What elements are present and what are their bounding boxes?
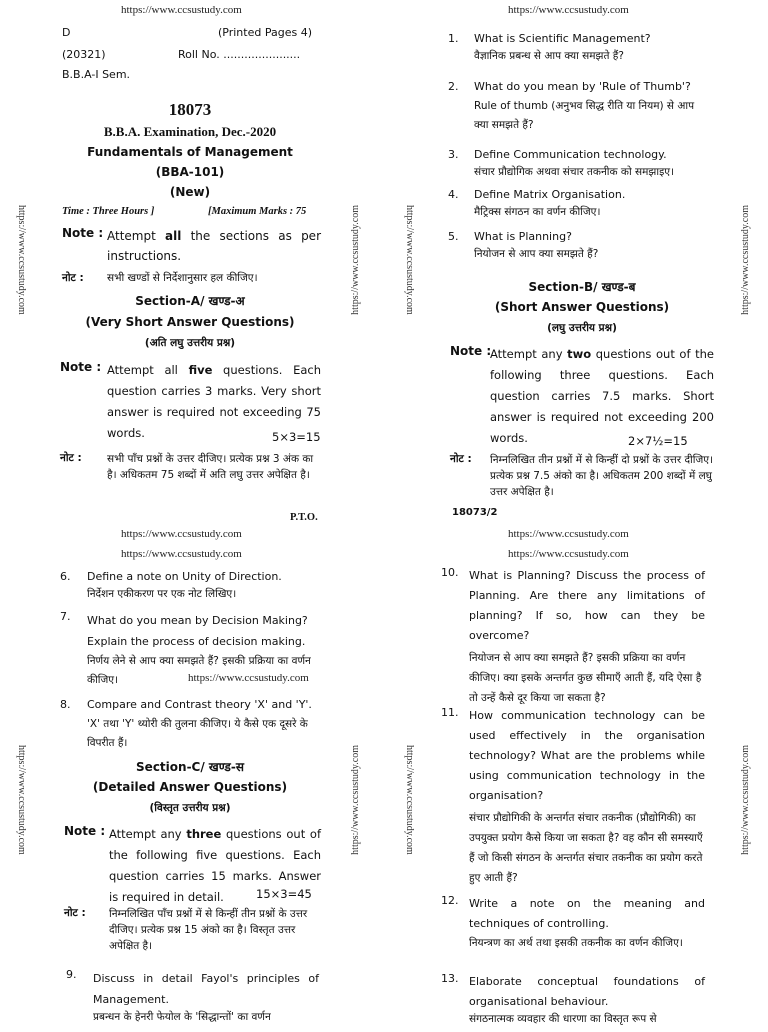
question-5: 5. What is Planning? नियोजन से आप क्या समझते हैं?	[448, 230, 599, 260]
section-c-hindi: (विस्तृत उत्तरीय प्रश्न)	[149, 802, 231, 814]
question-12: 12. Write a note on the meaning and techniques of controlling. नियन्त्रण का अर्थ तथा इसकी तकनीक का वर्णन कीजिए।	[441, 894, 705, 949]
section-a-hindi-note-text: सभी पाँच प्रश्नों के उत्तर दीजिए। प्रत्येक प्रश्न 3 अंक का है। अधिकतम 75 शब्दों में अति लघु उत्तर अपेक्षित है।	[107, 453, 314, 481]
question-1: 1. What is Scientific Management? वैज्ञानिक प्रबन्ध से आप क्या समझते हैं?	[448, 32, 651, 62]
section-b-marks: 2×7½=15	[628, 434, 688, 448]
section-b-title: (Short Answer Questions)	[494, 300, 670, 314]
new-label: (New)	[169, 185, 211, 199]
page-url-mid-right-1[interactable]: https://www.ccsustudy.com	[508, 528, 629, 540]
section-c-heading: Section-C/ खण्ड-स	[136, 760, 244, 774]
subject-code: (BBA-101)	[155, 165, 225, 179]
page-url-mid-left-2[interactable]: https://www.ccsustudy.com	[121, 548, 242, 560]
note-text: Attempt all the sections as per instructions.	[107, 229, 321, 263]
section-a-hindi: (अति लघु उत्तरीय प्रश्न)	[144, 337, 236, 349]
side-url-7: https://www.ccsustudy.com	[404, 745, 415, 855]
paper-code: (20321)	[62, 48, 106, 61]
roll-no: Roll No. ......................	[178, 48, 301, 61]
question-11: 11. How communication technology can be used effectively in the organisation technology? What are the problems while using communication technology in the organisation? संचार प्रौद्योगिकी के अन्तर्गत संचार तकनीक (प्रौद्योगिकी) का उपयुक्त प्रयोग कैसे किया जा सकता है? वह कौन सी समस्याएँ हैं जो किसी संगठन के अन्तर्गत संचार तकनीक का प्रयोग करते हुए आती हैं?	[441, 706, 705, 884]
pto: P.T.O.	[290, 512, 318, 523]
side-url-5: https://www.ccsustudy.com	[16, 745, 27, 855]
section-c-hindi-note-text: निम्नलिखित पाँच प्रश्नों में से किन्हीं तीन प्रश्नों के उत्तर दीजिए। प्रत्येक प्रश्न 15 अंको का है। विस्तृत उत्तर अपेक्षित है।	[109, 908, 308, 952]
section-a-marks: 5×3=15	[272, 430, 321, 444]
question-2: 2. What do you mean by 'Rule of Thumb'? Rule of thumb (अनुभव सिद्ध रीति या नियम) से आप क्या समझते हैं?	[448, 80, 695, 131]
side-url-3: https://www.ccsustudy.com	[404, 205, 415, 315]
printed-pages: (Printed Pages 4)	[218, 26, 312, 39]
section-c-hindi-note-label: नोट :	[64, 907, 86, 919]
side-url-2: https://www.ccsustudy.com	[350, 205, 361, 315]
section-c-note-label: Note :	[64, 824, 106, 838]
question-3: 3. Define Communication technology. संचार प्रौद्योगिक अथवा संचार तकनीक को समझाइए।	[448, 148, 675, 178]
side-url-8: https://www.ccsustudy.com	[740, 745, 751, 855]
side-url-6: https://www.ccsustudy.com	[350, 745, 361, 855]
series-letter: D	[62, 26, 71, 39]
q-list-6-8	[60, 570, 322, 758]
section-c-note-text: Attempt any three questions out of the following five questions. Each question carries 15 marks. Answer is required in detail.	[109, 827, 321, 904]
question-4: 4. Define Matrix Organisation. मैट्रिक्स संगठन का वर्णन कीजिए।	[448, 188, 626, 218]
section-a-heading: Section-A/ खण्ड-अ	[135, 294, 245, 308]
time-allowed: Time : Three Hours ]	[62, 206, 155, 217]
semester: B.B.A-I Sem.	[62, 68, 131, 81]
section-a-note-label: Note :	[60, 360, 102, 374]
page-url-mid-left-1[interactable]: https://www.ccsustudy.com	[121, 528, 242, 540]
inline-url[interactable]: https://www.ccsustudy.com	[188, 672, 309, 684]
section-c-title: (Detailed Answer Questions)	[92, 780, 288, 794]
side-url-1: https://www.ccsustudy.com	[16, 205, 27, 315]
question-8: 8. Compare and Contrast theory 'X' and 'Y'. 'X' तथा 'Y' थ्योरी की तुलना कीजिए। ये कैसे एक दूसरे के विपरीत हैं।	[60, 698, 312, 749]
section-b-hindi: (लघु उत्तरीय प्रश्न)	[547, 322, 617, 334]
page-url-top-left[interactable]: https://www.ccsustudy.com	[121, 4, 242, 16]
question-7: 7. What do you mean by Decision Making? Explain the process of decision making. निर्णय लेने से आप क्या समझते हैं? इसकी प्रक्रिया का वर्णन कीजिए। https://www.ccsustudy.com	[60, 610, 311, 686]
page-ref: 18073/2	[452, 507, 498, 518]
hindi-note-text: सभी खण्डों से निर्देशानुसार हल कीजिए।	[107, 272, 258, 284]
section-c-marks: 15×3=45	[256, 887, 312, 901]
section-b-note-text: Attempt any two questions out of the following three questions. Each question carries 7.5 marks. Short answer is required not exceeding 200 words.	[490, 347, 714, 445]
paper-number: 18073	[168, 100, 212, 119]
question-6: 6. Define a note on Unity of Direction. निर्देशन एकीकरण पर एक नोट लिखिए।	[60, 570, 282, 600]
q-list-10-13	[441, 566, 715, 1032]
section-a-title: (Very Short Answer Questions)	[85, 315, 295, 329]
hindi-note-label: नोट :	[62, 272, 84, 284]
exam-title: B.B.A. Examination, Dec.-2020	[103, 124, 277, 139]
subject-title: Fundamentals of Management	[87, 145, 293, 159]
q-list-1-5	[448, 32, 718, 270]
section-a-note-text: Attempt all five questions. Each question carries 3 marks. Very short answer is required not exceeding 75 words.	[107, 363, 321, 440]
section-b-note-label: Note :	[450, 344, 492, 358]
question-10: 10. What is Planning? Discuss the process of Planning. Are there any limitations of planning? If so, how can they be overcome? नियोजन से आप क्या समझते हैं? इसकी प्रक्रिया का वर्णन कीजिए। क्या इसके अन्तर्गत कुछ सीमाएँ आती हैं, यदि ऐसा है तो उन्हें कैसे दूर किया जा सकता है?	[441, 566, 705, 704]
max-marks: [Maximum Marks : 75	[208, 206, 307, 217]
question-13: 13. Elaborate conceptual foundations of organisational behaviour. संगठनात्मक व्यवहार की धारणा का विस्तृत रूप से	[441, 972, 705, 1025]
section-b-hindi-note-label: नोट :	[450, 453, 472, 465]
page-url-top-right[interactable]: https://www.ccsustudy.com	[508, 4, 629, 16]
note-label: Note :	[62, 226, 104, 240]
section-a-hindi-note-label: नोट :	[60, 452, 82, 464]
section-b-heading: Section-B/ खण्ड-ब	[528, 280, 636, 294]
section-b-hindi-note-text: निम्नलिखित तीन प्रश्नों में से किन्हीं दो प्रश्नों के उत्तर दीजिए। प्रत्येक प्रश्न 7.5 अंको का है। अधिकतम 200 शब्दों में लघु उत्तर अपेक्षित है।	[490, 454, 714, 498]
page-url-mid-right-2[interactable]: https://www.ccsustudy.com	[508, 548, 629, 560]
side-url-4: https://www.ccsustudy.com	[740, 205, 751, 315]
